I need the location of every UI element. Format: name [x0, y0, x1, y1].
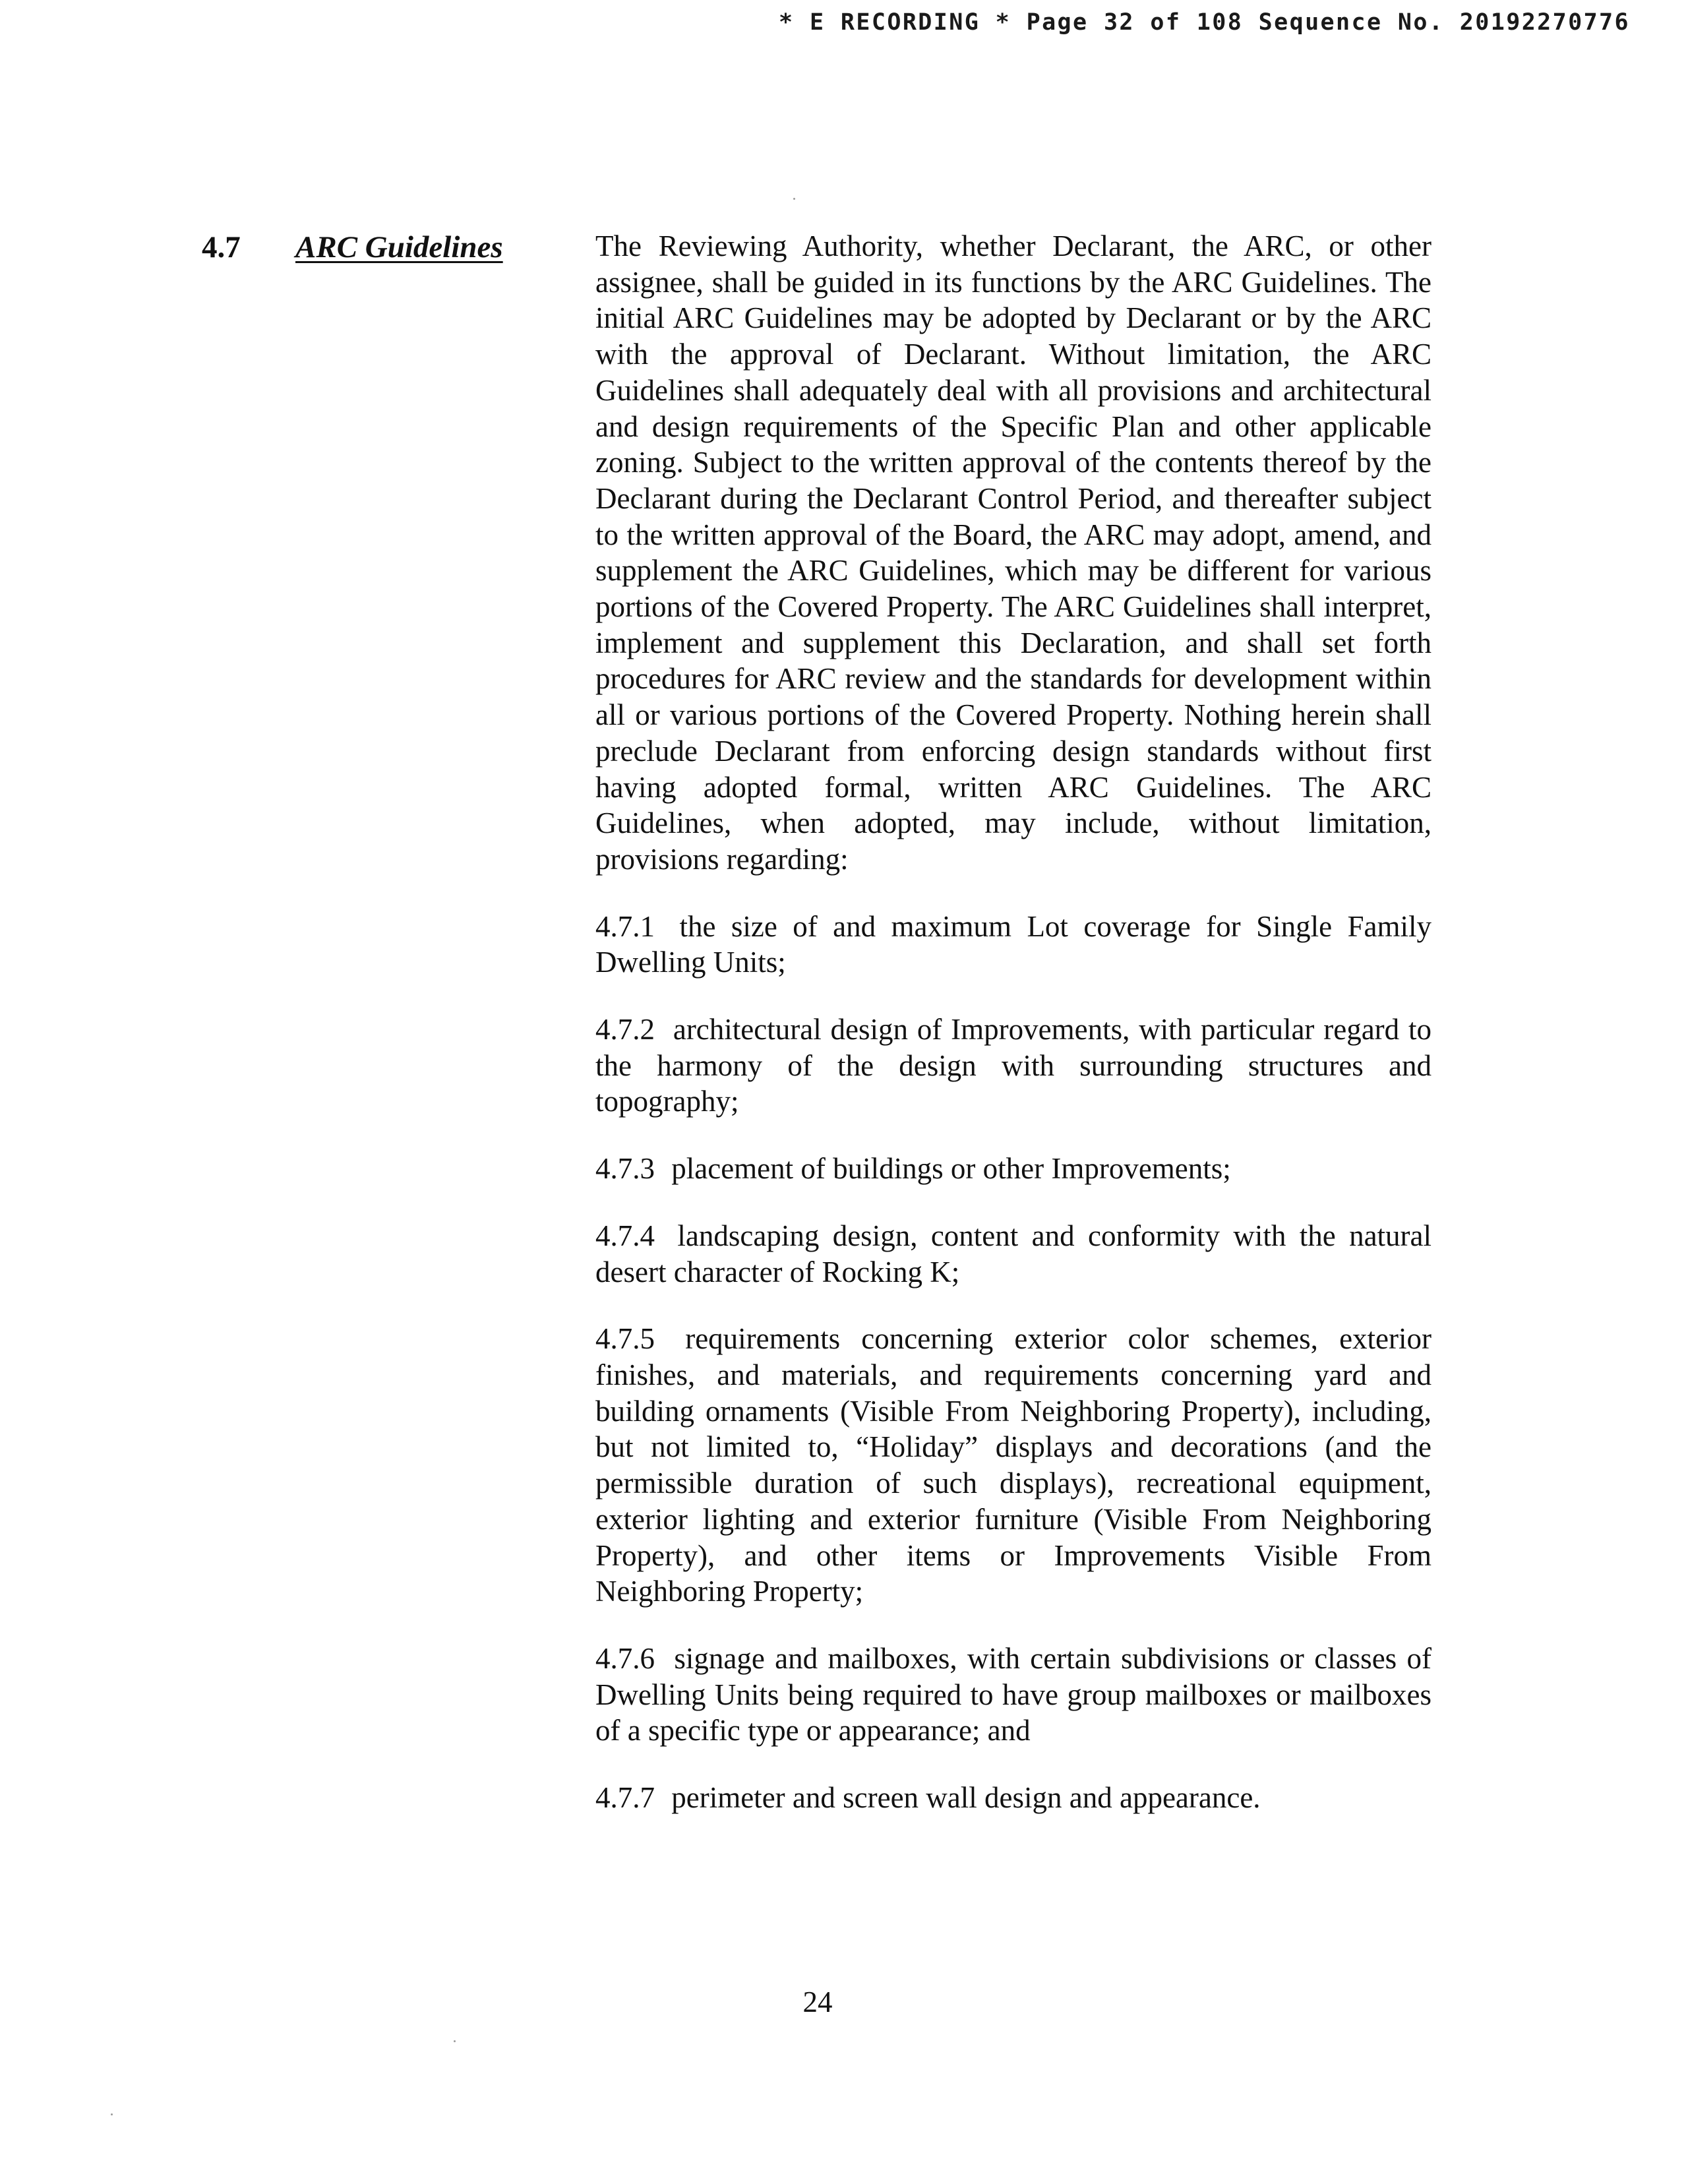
list-item-number: 4.7.7 — [595, 1781, 655, 1815]
list-item-4-7-6 — [595, 1641, 1432, 1749]
list-item-number: 4.7.6 — [595, 1641, 655, 1675]
list-item-4-7-2 — [595, 1012, 1432, 1120]
list-item-text: placement of buildings or other Improvements; — [671, 1152, 1231, 1186]
list-item-number: 4.7.5 — [595, 1322, 655, 1356]
list-item-4-7-7 — [595, 1780, 1432, 1816]
section-number: 4.7 — [202, 230, 241, 264]
list-item-text: signage and mailboxes, with certain subdivisions or classes of Dwelling Units being required to have group mailboxes or mailboxes of a specific type or appearance; and — [595, 1641, 1432, 1747]
page-number: 24 — [802, 1986, 833, 2018]
list-item-text: landscaping design, content and conformity with the natural desert character of Rocking K; — [595, 1219, 1432, 1289]
list-item-text: architectural design of Improvements, with particular regard to the harmony of the design with surrounding structures and topography; — [595, 1013, 1432, 1118]
list-item-number: 4.7.3 — [595, 1152, 655, 1186]
section-body — [595, 228, 1432, 1847]
list-item-text: perimeter and screen wall design and appearance. — [671, 1781, 1261, 1815]
recording-header: * E RECORDING * Page 32 of 108 Sequence No. 20192270776 — [779, 9, 1630, 36]
list-item-4-7-5 — [595, 1321, 1432, 1610]
scan-speck — [454, 2040, 456, 2042]
scan-speck — [793, 198, 795, 200]
section-title: ARC Guidelines — [295, 230, 503, 264]
list-item-number: 4.7.1 — [595, 909, 655, 943]
list-item-4-7-4 — [595, 1218, 1432, 1290]
list-item-text: the size of and maximum Lot coverage for Single Family Dwelling Units; — [595, 909, 1432, 979]
list-item-4-7-3 — [595, 1151, 1432, 1187]
list-item-4-7-1 — [595, 909, 1432, 981]
list-item-text: requirements concerning exterior color schemes, exterior finishes, and materials, and requirements concerning yard and building ornaments (Visible From Neighboring Property), including, but not limited to, “Holiday” displays and decorations (and the permissible duration of such displays), recreational equipment, exterior lighting and exterior furniture (Visible From Neighboring Property), and other items or Improvements Visible From Neighboring Property; — [595, 1322, 1432, 1608]
list-item-number: 4.7.4 — [595, 1219, 655, 1252]
section-intro-paragraph: The Reviewing Authority, whether Declarant, the ARC, or other assignee, shall be guided in its functions by the ARC Guidelines. The initial ARC Guidelines may be adopted by Declarant or by the ARC with the approval of Declarant. Without limitation, the ARC Guidelines shall adequately deal with all provisions and architectural and design requirements of the Specific Plan and other applicable zoning. Subject to the written approval of the contents thereof by the Declarant during the Declarant Control Period, and thereafter subject to the written approval of the Board, the ARC may adopt, amend, and supplement the ARC Guidelines, which may be different for various portions of the Covered Property. The ARC Guidelines shall interpret, implement and supplement this Declaration, and shall set forth procedures for ARC review and the standards for development within all or various portions of the Covered Property. Nothing herein shall preclude Declarant from enforcing design standards without first having adopted formal, written ARC Guidelines. The ARC Guidelines, when adopted, may include, without limitation, provisions regarding: — [595, 229, 1432, 876]
scan-speck — [111, 2113, 113, 2115]
list-item-number: 4.7.2 — [595, 1013, 655, 1046]
